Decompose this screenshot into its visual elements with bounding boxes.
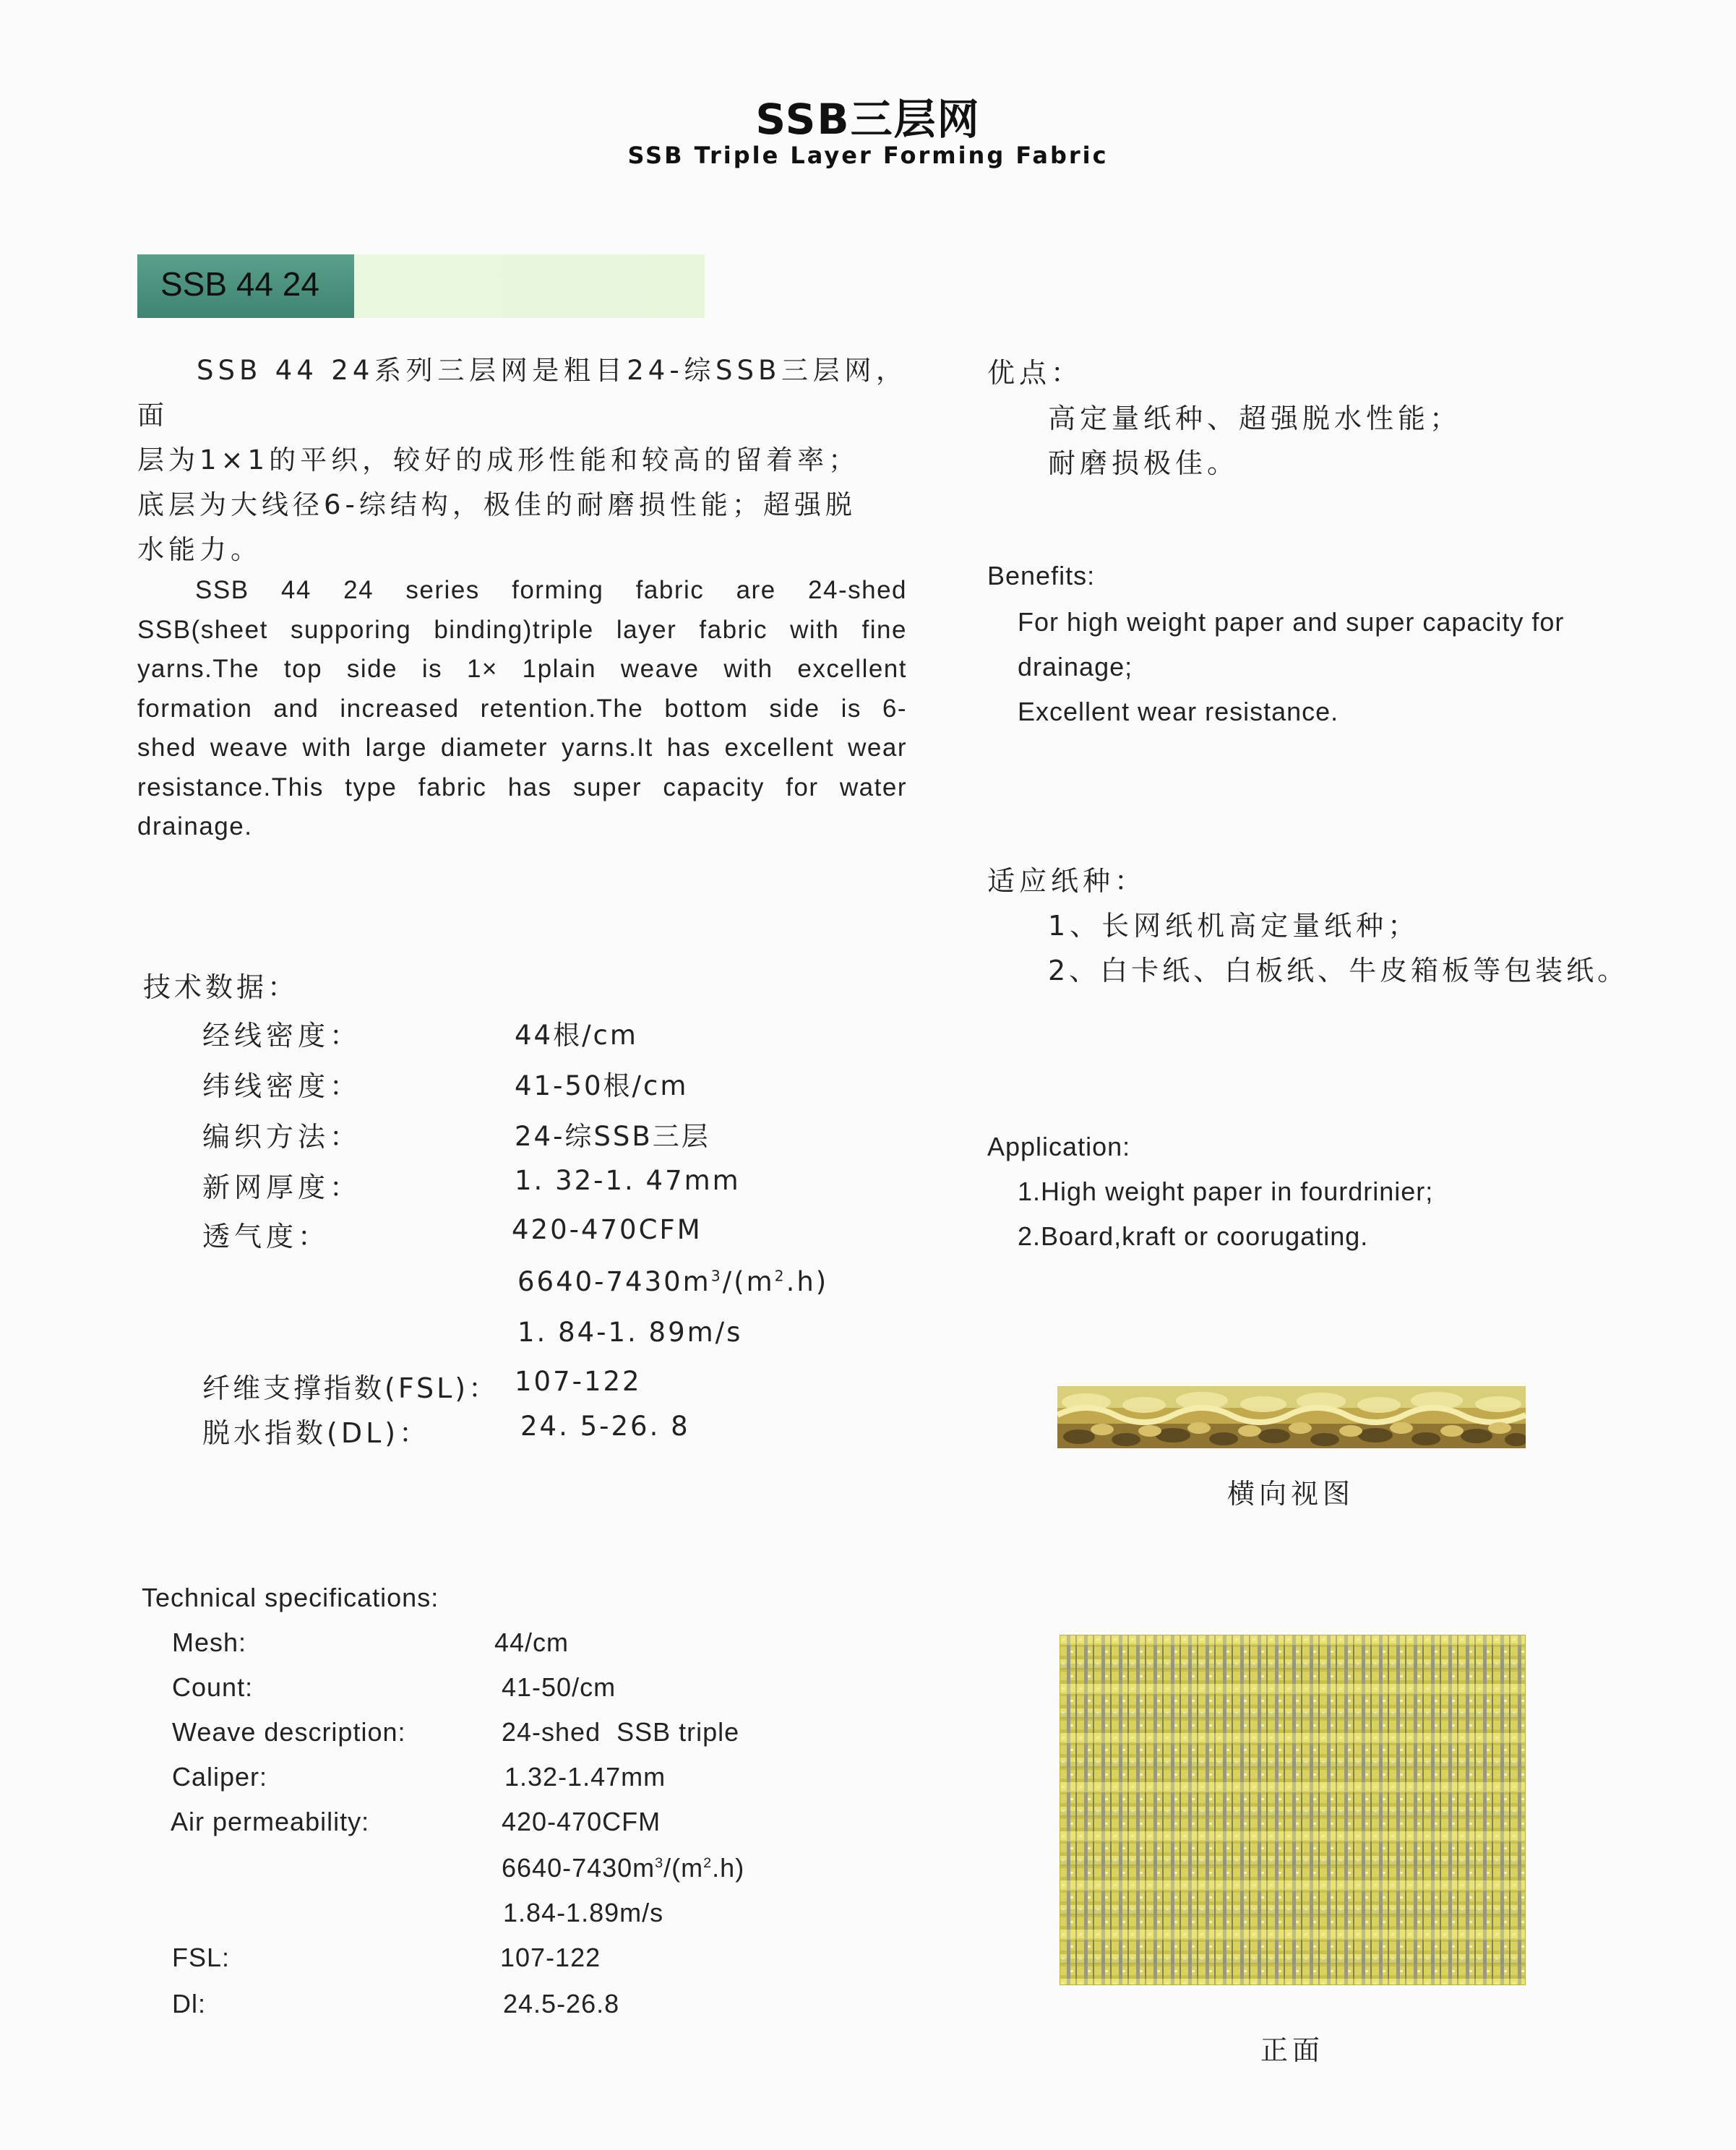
front-view-photo-graphic xyxy=(1060,1635,1526,1985)
description-cn-line: SSB 44 24系列三层网是粗目24-综SSB三层网，面 xyxy=(137,355,907,431)
air-permeability-value-2-a: 6640-7430m xyxy=(502,1853,656,1883)
dl-value: 24.5-26.8 xyxy=(503,1989,620,2018)
benefits-item: Excellent wear resistance. xyxy=(1018,697,1339,726)
benefits-item: For high weight paper and super capacity for xyxy=(1018,607,1565,637)
caliper-cn-label: 新网厚度： xyxy=(202,1171,362,1203)
cross-section-photo-graphic xyxy=(1057,1386,1526,1448)
front-view-photo xyxy=(1060,1635,1526,1985)
advantages-item: 高定量纸种、超强脱水性能； xyxy=(1048,403,1462,434)
tech-cn-title: 技术数据： xyxy=(143,971,299,1003)
air-permeability-value-1: 420-470CFM xyxy=(502,1807,661,1836)
description-cn-line: 水能力。 xyxy=(137,534,262,565)
air-permeability-label: Air permeability: xyxy=(171,1807,370,1836)
paper-types-item: 1、长网纸机高定量纸种； xyxy=(1048,910,1420,942)
weft-density-label: 纬线密度： xyxy=(202,1070,362,1102)
caliper-value: 1.32-1.47mm xyxy=(504,1762,666,1792)
air-permeability-value-2 xyxy=(502,1853,744,1883)
air-permeability-value-2-sup2: 2 xyxy=(703,1855,713,1871)
weave-description-value: 24-shed SSB triple xyxy=(502,1717,740,1747)
fsl-cn-value: 107-122 xyxy=(515,1366,642,1397)
caliper-cn-value: 1. 32-1. 47mm xyxy=(515,1165,741,1196)
description-en-line: SSB(sheet supporing binding)triple layer fabric with fine xyxy=(137,615,907,644)
weave-method-label: 编织方法： xyxy=(202,1121,362,1153)
fsl-label: FSL: xyxy=(172,1943,231,1972)
air-perm-cn-value-2-c: .h) xyxy=(786,1266,829,1297)
warp-density-label: 经线密度： xyxy=(202,1020,362,1052)
description-en-line: SSB 44 24 series forming fabric are 24-shed xyxy=(195,576,907,604)
page-title-en: SSB Triple Layer Forming Fabric xyxy=(627,142,1109,169)
application-title: Application: xyxy=(987,1132,1131,1161)
advantages-title: 优点： xyxy=(987,357,1083,389)
count-value: 41-50/cm xyxy=(502,1672,616,1702)
description-cn-line: 层为1×1的平织，较好的成形性能和较高的留着率； xyxy=(137,444,860,476)
dl-cn-label: 脱水指数(DL)： xyxy=(202,1417,431,1449)
paper-types-title: 适应纸种： xyxy=(987,865,1147,897)
fsl-cn-label: 纤维支撑指数(FSL)： xyxy=(202,1372,499,1404)
cross-section-caption: 横向视图 xyxy=(1227,1478,1355,1510)
description-en-line: yarns.The top side is 1× 1plain weave with excellent xyxy=(137,655,907,683)
front-view-caption: 正面 xyxy=(1260,2034,1325,2066)
air-permeability-value-2-sup1: 3 xyxy=(655,1855,664,1871)
air-perm-cn-value-2-sup2: 2 xyxy=(774,1267,786,1285)
mesh-label: Mesh: xyxy=(172,1627,247,1657)
description-en-line: formation and increased retention.The bottom side is 6- xyxy=(137,694,907,723)
cross-section-photo xyxy=(1057,1386,1526,1448)
benefits-item: drainage; xyxy=(1018,652,1133,681)
fsl-value: 107-122 xyxy=(500,1943,601,1972)
dl-label: Dl: xyxy=(172,1989,206,2018)
description-en-line: drainage. xyxy=(137,812,253,840)
air-perm-cn-value-2-a: 6640-7430m xyxy=(517,1266,711,1297)
weft-density-value: 41-50根/cm xyxy=(515,1070,689,1101)
description-cn-line: 底层为大线径6-综结构，极佳的耐磨损性能；超强脱 xyxy=(137,489,856,520)
air-perm-cn-value-1: 420-470CFM xyxy=(512,1214,702,1245)
advantages-item: 耐磨损极佳。 xyxy=(1048,447,1239,479)
tech-en-title: Technical specifications: xyxy=(142,1583,439,1612)
mesh-value: 44/cm xyxy=(494,1627,570,1657)
air-perm-cn-label: 透气度： xyxy=(202,1221,330,1252)
caliper-label: Caliper: xyxy=(172,1762,268,1792)
description-en-line: resistance.This type fabric has super capacity for water xyxy=(137,773,907,801)
description-cn xyxy=(137,348,907,572)
application-item: 2.Board,kraft or coorugating. xyxy=(1018,1221,1369,1251)
air-perm-cn-value-2 xyxy=(517,1266,828,1297)
model-name: SSB 44 24 xyxy=(160,265,319,303)
weave-description-label: Weave description: xyxy=(172,1717,406,1747)
paper-types-item: 2、白卡纸、白板纸、牛皮箱板等包装纸。 xyxy=(1048,955,1629,986)
description-en-line: shed weave with large diameter yarns.It has excellent wear xyxy=(137,734,907,762)
warp-density-value: 44根/cm xyxy=(515,1020,638,1051)
page-title-cn: SSB三层网 xyxy=(755,95,981,144)
count-label: Count: xyxy=(172,1672,254,1702)
description-en xyxy=(137,571,907,847)
dl-cn-value: 24. 5-26. 8 xyxy=(520,1411,690,1442)
air-permeability-value-2-c: .h) xyxy=(712,1853,745,1883)
air-perm-cn-value-2-sup1: 3 xyxy=(710,1267,723,1285)
application-item: 1.High weight paper in fourdrinier; xyxy=(1018,1177,1434,1206)
weave-method-value: 24-综SSB三层 xyxy=(515,1121,710,1152)
air-permeability-value-3: 1.84-1.89m/s xyxy=(503,1898,664,1927)
air-perm-cn-value-2-b: /(m xyxy=(722,1266,775,1297)
benefits-title: Benefits: xyxy=(987,561,1096,590)
air-perm-cn-value-3: 1. 84-1. 89m/s xyxy=(517,1317,743,1348)
air-permeability-value-2-b: /(m xyxy=(663,1853,704,1883)
